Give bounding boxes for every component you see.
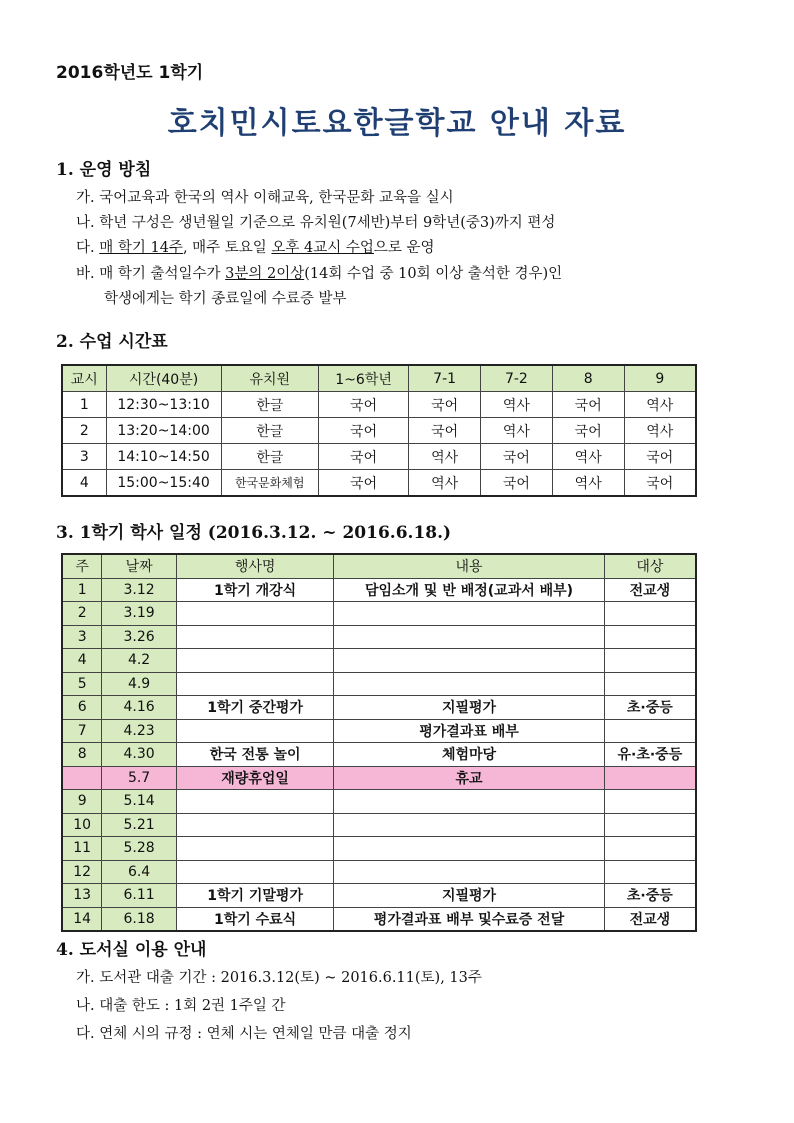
schedule-cell-event: 1학기 수료식 [176, 907, 333, 931]
cell: 역사 [552, 470, 624, 497]
schedule-cell-date: 3.12 [102, 578, 177, 602]
schedule-row [62, 860, 696, 884]
cell: 13:20~14:00 [106, 418, 221, 444]
schedule-cell-date: 5.7 [102, 766, 177, 790]
schedule-row [62, 602, 696, 626]
schedule-cell-content: 지필평가 [334, 884, 604, 908]
timetable-row [62, 444, 696, 470]
schedule-cell-week: 1 [62, 578, 102, 602]
schedule-cell-content: 휴교 [334, 766, 604, 790]
schedule-cell-date: 4.2 [102, 649, 177, 673]
schedule-cell-week: 11 [62, 837, 102, 861]
timetable [61, 364, 697, 497]
cell: 국어 [552, 418, 624, 444]
timetable-col-8: 8 [552, 365, 624, 392]
cell: 한글 [221, 392, 318, 418]
schedule-cell-target [604, 860, 696, 884]
schedule-cell-target: 초·중등 [604, 884, 696, 908]
schedule-cell-event [176, 602, 333, 626]
schedule-cell-week: 7 [62, 719, 102, 743]
schedule-cell-week: 6 [62, 696, 102, 720]
timetable-col-time: 시간(40분) [106, 365, 221, 392]
schedule-row [62, 884, 696, 908]
schedule-cell-target [604, 790, 696, 814]
schedule-cell-week: 8 [62, 743, 102, 767]
schedule-cell-date: 5.14 [102, 790, 177, 814]
schedule-cell-date: 6.11 [102, 884, 177, 908]
section1-item-b: 나. 학년 구성은 생년월일 기준으로 유치원(7세반)부터 9학년(중3)까지 편성 [76, 215, 556, 231]
schedule-col-date: 날짜 [102, 554, 177, 578]
schedule-cell-content [334, 837, 604, 861]
schedule-cell-date: 4.16 [102, 696, 177, 720]
schedule-cell-target: 유·초·중등 [604, 743, 696, 767]
cell: 3 [62, 444, 106, 470]
schedule-cell-week: 5 [62, 672, 102, 696]
schedule-cell-week: 3 [62, 625, 102, 649]
cell: 2 [62, 418, 106, 444]
cell: 한글 [221, 418, 318, 444]
schedule-cell-target: 전교생 [604, 907, 696, 931]
schedule-cell-week: 12 [62, 860, 102, 884]
schedule-cell-event [176, 649, 333, 673]
cell: 국어 [318, 470, 408, 497]
cell: 역사 [624, 392, 696, 418]
schedule-row [62, 649, 696, 673]
timetable-row [62, 470, 696, 497]
cell: 역사 [409, 444, 481, 470]
cell: 국어 [318, 392, 408, 418]
cell: 국어 [624, 444, 696, 470]
schedule-cell-content [334, 860, 604, 884]
section4-item-a: 가. 도서관 대출 기간 : 2016.3.12(토) ~ 2016.6.11(토), 13주 [76, 970, 482, 986]
schedule-cell-event: 한국 전통 놀이 [176, 743, 333, 767]
schedule-cell-content: 지필평가 [334, 696, 604, 720]
schedule-row [62, 719, 696, 743]
timetable-col-g1-6: 1~6학년 [318, 365, 408, 392]
schedule-row [62, 766, 696, 790]
schedule-table [61, 553, 697, 932]
schedule-row [62, 907, 696, 931]
cell: 1 [62, 392, 106, 418]
schedule-cell-content [334, 602, 604, 626]
cell: 국어 [318, 418, 408, 444]
schedule-cell-target [604, 625, 696, 649]
schedule-cell-event [176, 625, 333, 649]
schedule-cell-target: 초·중등 [604, 696, 696, 720]
schedule-cell-target [604, 602, 696, 626]
schedule-row [62, 813, 696, 837]
section1-item-a: 가. 국어교육과 한국의 역사 이해교육, 한국문화 교육을 실시 [76, 190, 454, 206]
schedule-row [62, 672, 696, 696]
schedule-cell-target [604, 649, 696, 673]
timetable-row [62, 392, 696, 418]
schedule-cell-content [334, 649, 604, 673]
timetable-row [62, 418, 696, 444]
cell: 한글 [221, 444, 318, 470]
cell: 국어 [318, 444, 408, 470]
section1-item-d: 바. 매 학기 출석일수가 3분의 2이상(14회 수업 중 10회 이상 출석한 경우)인 [76, 266, 563, 282]
schedule-cell-week: 4 [62, 649, 102, 673]
schedule-cell-date: 4.9 [102, 672, 177, 696]
schedule-cell-content: 담임소개 및 반 배정(교과서 배부) [334, 578, 604, 602]
schedule-cell-content: 체험마당 [334, 743, 604, 767]
cell: 국어 [409, 392, 481, 418]
schedule-col-content: 내용 [334, 554, 604, 578]
section4-item-c: 다. 연체 시의 규정 : 연체 시는 연체일 만큼 대출 정지 [76, 1026, 412, 1042]
cell: 역사 [624, 418, 696, 444]
section4-heading: 4. 도서실 이용 안내 [56, 940, 207, 960]
schedule-col-event: 행사명 [176, 554, 333, 578]
schedule-cell-week: 14 [62, 907, 102, 931]
schedule-row [62, 625, 696, 649]
schedule-header [62, 554, 696, 578]
section1-item-d-line2: 학생에게는 학기 종료일에 수료증 발부 [104, 291, 347, 307]
timetable-col-kinder: 유치원 [221, 365, 318, 392]
section3-heading: 3. 1학기 학사 일정 (2016.3.12. ~ 2016.6.18.) [56, 523, 452, 543]
section4-item-b: 나. 대출 한도 : 1회 2권 1주일 간 [76, 998, 286, 1014]
schedule-cell-date: 3.26 [102, 625, 177, 649]
schedule-cell-target [604, 672, 696, 696]
schedule-cell-date: 3.19 [102, 602, 177, 626]
schedule-cell-target [604, 719, 696, 743]
schedule-cell-event [176, 790, 333, 814]
cell: 국어 [481, 444, 553, 470]
schedule-cell-event: 1학기 개강식 [176, 578, 333, 602]
schedule-cell-week [62, 766, 102, 790]
schedule-cell-date: 4.23 [102, 719, 177, 743]
cell: 국어 [552, 392, 624, 418]
cell: 역사 [481, 418, 553, 444]
schedule-cell-event [176, 813, 333, 837]
cell: 12:30~13:10 [106, 392, 221, 418]
schedule-cell-content [334, 790, 604, 814]
schedule-cell-week: 13 [62, 884, 102, 908]
schedule-cell-date: 5.21 [102, 813, 177, 837]
page-title: 호치민시토요한글학교 안내 자료 [167, 106, 627, 141]
schedule-cell-event [176, 860, 333, 884]
schedule-cell-target: 전교생 [604, 578, 696, 602]
schedule-cell-week: 10 [62, 813, 102, 837]
timetable-col-7-1: 7-1 [409, 365, 481, 392]
cell: 4 [62, 470, 106, 497]
schedule-cell-content: 평가결과표 배부 [334, 719, 604, 743]
timetable-header [62, 365, 696, 392]
cell: 역사 [552, 444, 624, 470]
cell: 14:10~14:50 [106, 444, 221, 470]
term-label: 2016학년도 1학기 [56, 63, 204, 83]
cell: 역사 [481, 392, 553, 418]
schedule-cell-event: 1학기 기말평가 [176, 884, 333, 908]
schedule-cell-content: 평가결과표 배부 및수료증 전달 [334, 907, 604, 931]
section1-item-c: 다. 매 학기 14주, 매주 토요일 오후 4교시 수업으로 운영 [76, 240, 435, 256]
schedule-cell-event: 재량휴업일 [176, 766, 333, 790]
schedule-cell-target [604, 813, 696, 837]
cell: 국어 [481, 470, 553, 497]
schedule-cell-week: 2 [62, 602, 102, 626]
cell: 15:00~15:40 [106, 470, 221, 497]
schedule-cell-week: 9 [62, 790, 102, 814]
schedule-cell-event [176, 719, 333, 743]
schedule-row [62, 837, 696, 861]
schedule-cell-content [334, 813, 604, 837]
section2-heading: 2. 수업 시간표 [56, 332, 168, 352]
cell: 국어 [624, 470, 696, 497]
section1-heading: 1. 운영 방침 [56, 160, 152, 180]
schedule-cell-content [334, 625, 604, 649]
schedule-cell-target [604, 766, 696, 790]
schedule-col-week: 주 [62, 554, 102, 578]
schedule-row [62, 790, 696, 814]
schedule-cell-date: 5.28 [102, 837, 177, 861]
schedule-row [62, 578, 696, 602]
schedule-cell-content [334, 672, 604, 696]
schedule-row [62, 696, 696, 720]
cell: 역사 [409, 470, 481, 497]
schedule-cell-date: 4.30 [102, 743, 177, 767]
schedule-cell-event [176, 672, 333, 696]
timetable-col-9: 9 [624, 365, 696, 392]
schedule-cell-date: 6.4 [102, 860, 177, 884]
schedule-cell-date: 6.18 [102, 907, 177, 931]
timetable-col-7-2: 7-2 [481, 365, 553, 392]
schedule-row [62, 743, 696, 767]
schedule-cell-target [604, 837, 696, 861]
schedule-col-target: 대상 [604, 554, 696, 578]
cell: 국어 [409, 418, 481, 444]
schedule-cell-event [176, 837, 333, 861]
schedule-cell-event: 1학기 중간평가 [176, 696, 333, 720]
cell: 한국문화체험 [221, 470, 318, 497]
timetable-col-period: 교시 [62, 365, 106, 392]
